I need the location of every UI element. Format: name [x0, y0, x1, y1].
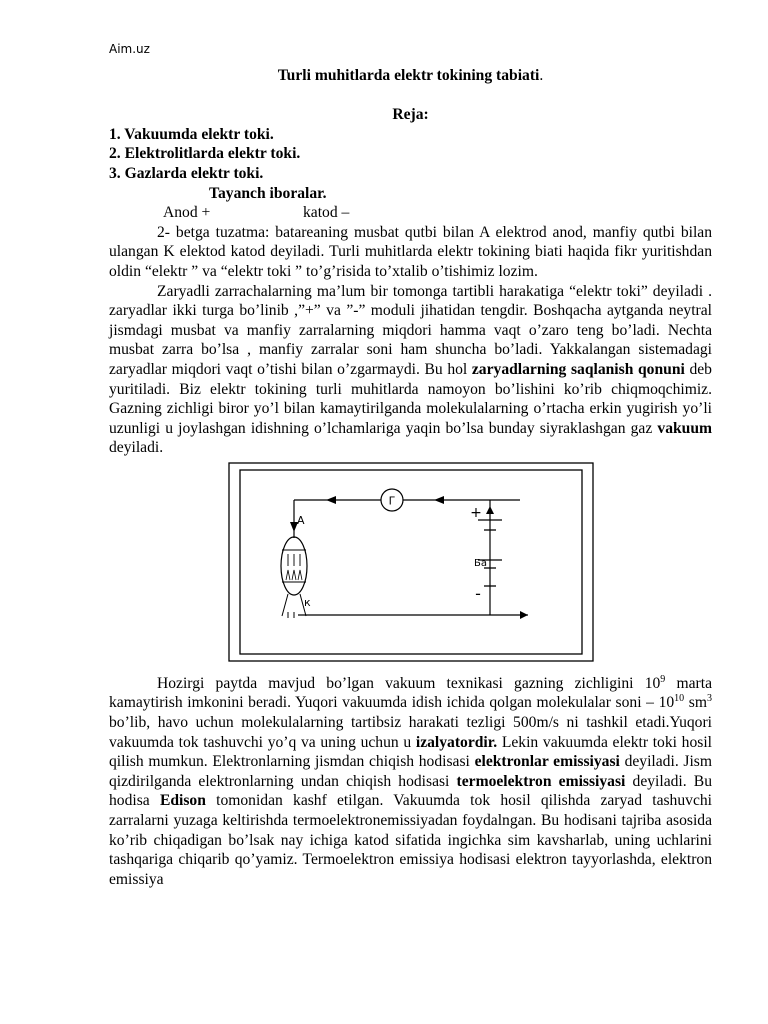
circuit-diagram [228, 462, 594, 662]
katod-label: katod – [303, 204, 350, 222]
anod-katod-line [109, 203, 712, 223]
arrow-left-icon [326, 496, 336, 504]
document-title: Turli muhitlarda elektr tokining tabiati. [277, 67, 544, 84]
site-name: Aim.uz [109, 42, 150, 56]
arrow-up-icon [486, 506, 494, 514]
battery-minus-label: - [474, 583, 481, 603]
cathode-label: к [303, 595, 311, 609]
arrow-right-icon [520, 611, 528, 619]
key-terms-heading: Tayanch iboralar. [209, 184, 327, 202]
plan-item-2: 2. Elektrolitlarda elektr toki. [109, 145, 301, 163]
arrow-left-icon [434, 496, 444, 504]
circuit-diagram-svg [228, 462, 594, 662]
anode-label: A [296, 513, 305, 527]
plan-item-1: 1. Vakuumda elektr toki. [109, 125, 274, 143]
galvanometer-label: Г [388, 494, 395, 508]
battery-plus-label: + [469, 504, 482, 521]
plan-heading: Reja: [392, 106, 429, 124]
document-body [109, 66, 712, 889]
battery-label: Ба [473, 557, 487, 569]
paragraph-3: Hozirgi paytda mavjud bo’lgan vakuum texnikasi gazning zichligini $10^9$ marta kamaytirish imkonini beradi. Yuqori vakuumda idish ichida qolgan molekulalar soni – $10^{10}$ $sm^3$ bo’lib, havo uchun molekulalarning tartibsiz harakati tezligi 500m/s ni tashkil etadi.Yuqori vakuumda tok tashuvchi yo’q va uning uchun u izalyatordir. Lekin vakuumda elektr toki hosil qilish mumkun. Elektronlarning jismdan chiqish hodisasi elektronlar emissiyasi deyiladi. Jism qizdirilganda elektronlarning undan chiqish hodisasi termoelektron emissiyasi deyiladi. Bu hodisa Edison tomonidan kashf etilgan. Vakuumda tok hosil qilishda zaryad tashuvchi zarralarni yuzaga keltirishda termoelektronemissiyadan foydalngan. Bu hodisani tajriba asosida ko’rib chiqadigan bo’lsak nay ichiga katod sifatida ingichka sim kavsharlab, uning uchlarini tashqariga chiqarib qo’yamiz. Termoelektron emissiya hodisasi elektron tayyorlashda, elektron emissiya [109, 673, 713, 888]
paragraph-2: Zaryadli zarrachalarning ma’lum bir tomonga tartibli harakatiga “elektr toki” deyiladi . zaryadlar ikki turga bo’linib ,”+” va ”-” moduli jihatidan tengdir. Boshqacha aytganda neytral jismdagi musbat va manfiy zarralarning miqdori hamma vaqt o’zaro teng bo’ladi. Nechta musbat zarra bo’lsa , manfiy zarralar soni ham shuncha bo’ladi. Yakkalangan sistemadagi zaryadlar miqdori vaqt o’tishi bilan o’zgarmaydi. Bu hol zaryadlarning saqlanish qonuni deb yuritiladi. Biz elektr tokining turli muhitlarda namoyon bo’lishini ko’rib chiqmoqchimiz. Gazning zichligi biror yo’l bilan kamaytirilganda molekulalarning o’rtacha erkin yugirish yo’li uzunligi u joylashgan idishning o’lchamlariga yaqin bo’lsa bunday siyraklashgan gaz vakuum deyiladi. [109, 282, 712, 457]
paragraph-1: 2- betga tuzatma: batareaning musbat qutbi bilan A elektrod anod, manfiy qutbi bilan ulangan K elektod katod deyiladi. Turli muhitlarda elektr tokining biati haqida fikr yuritishdan oldin “elektr ” va “elektr toki ” to’g’risida to’xtalib o’tishimiz lozim. [109, 223, 712, 280]
anod-label: Anod + [163, 204, 211, 222]
plan-item-3: 3. Gazlarda elektr toki. [109, 164, 264, 182]
